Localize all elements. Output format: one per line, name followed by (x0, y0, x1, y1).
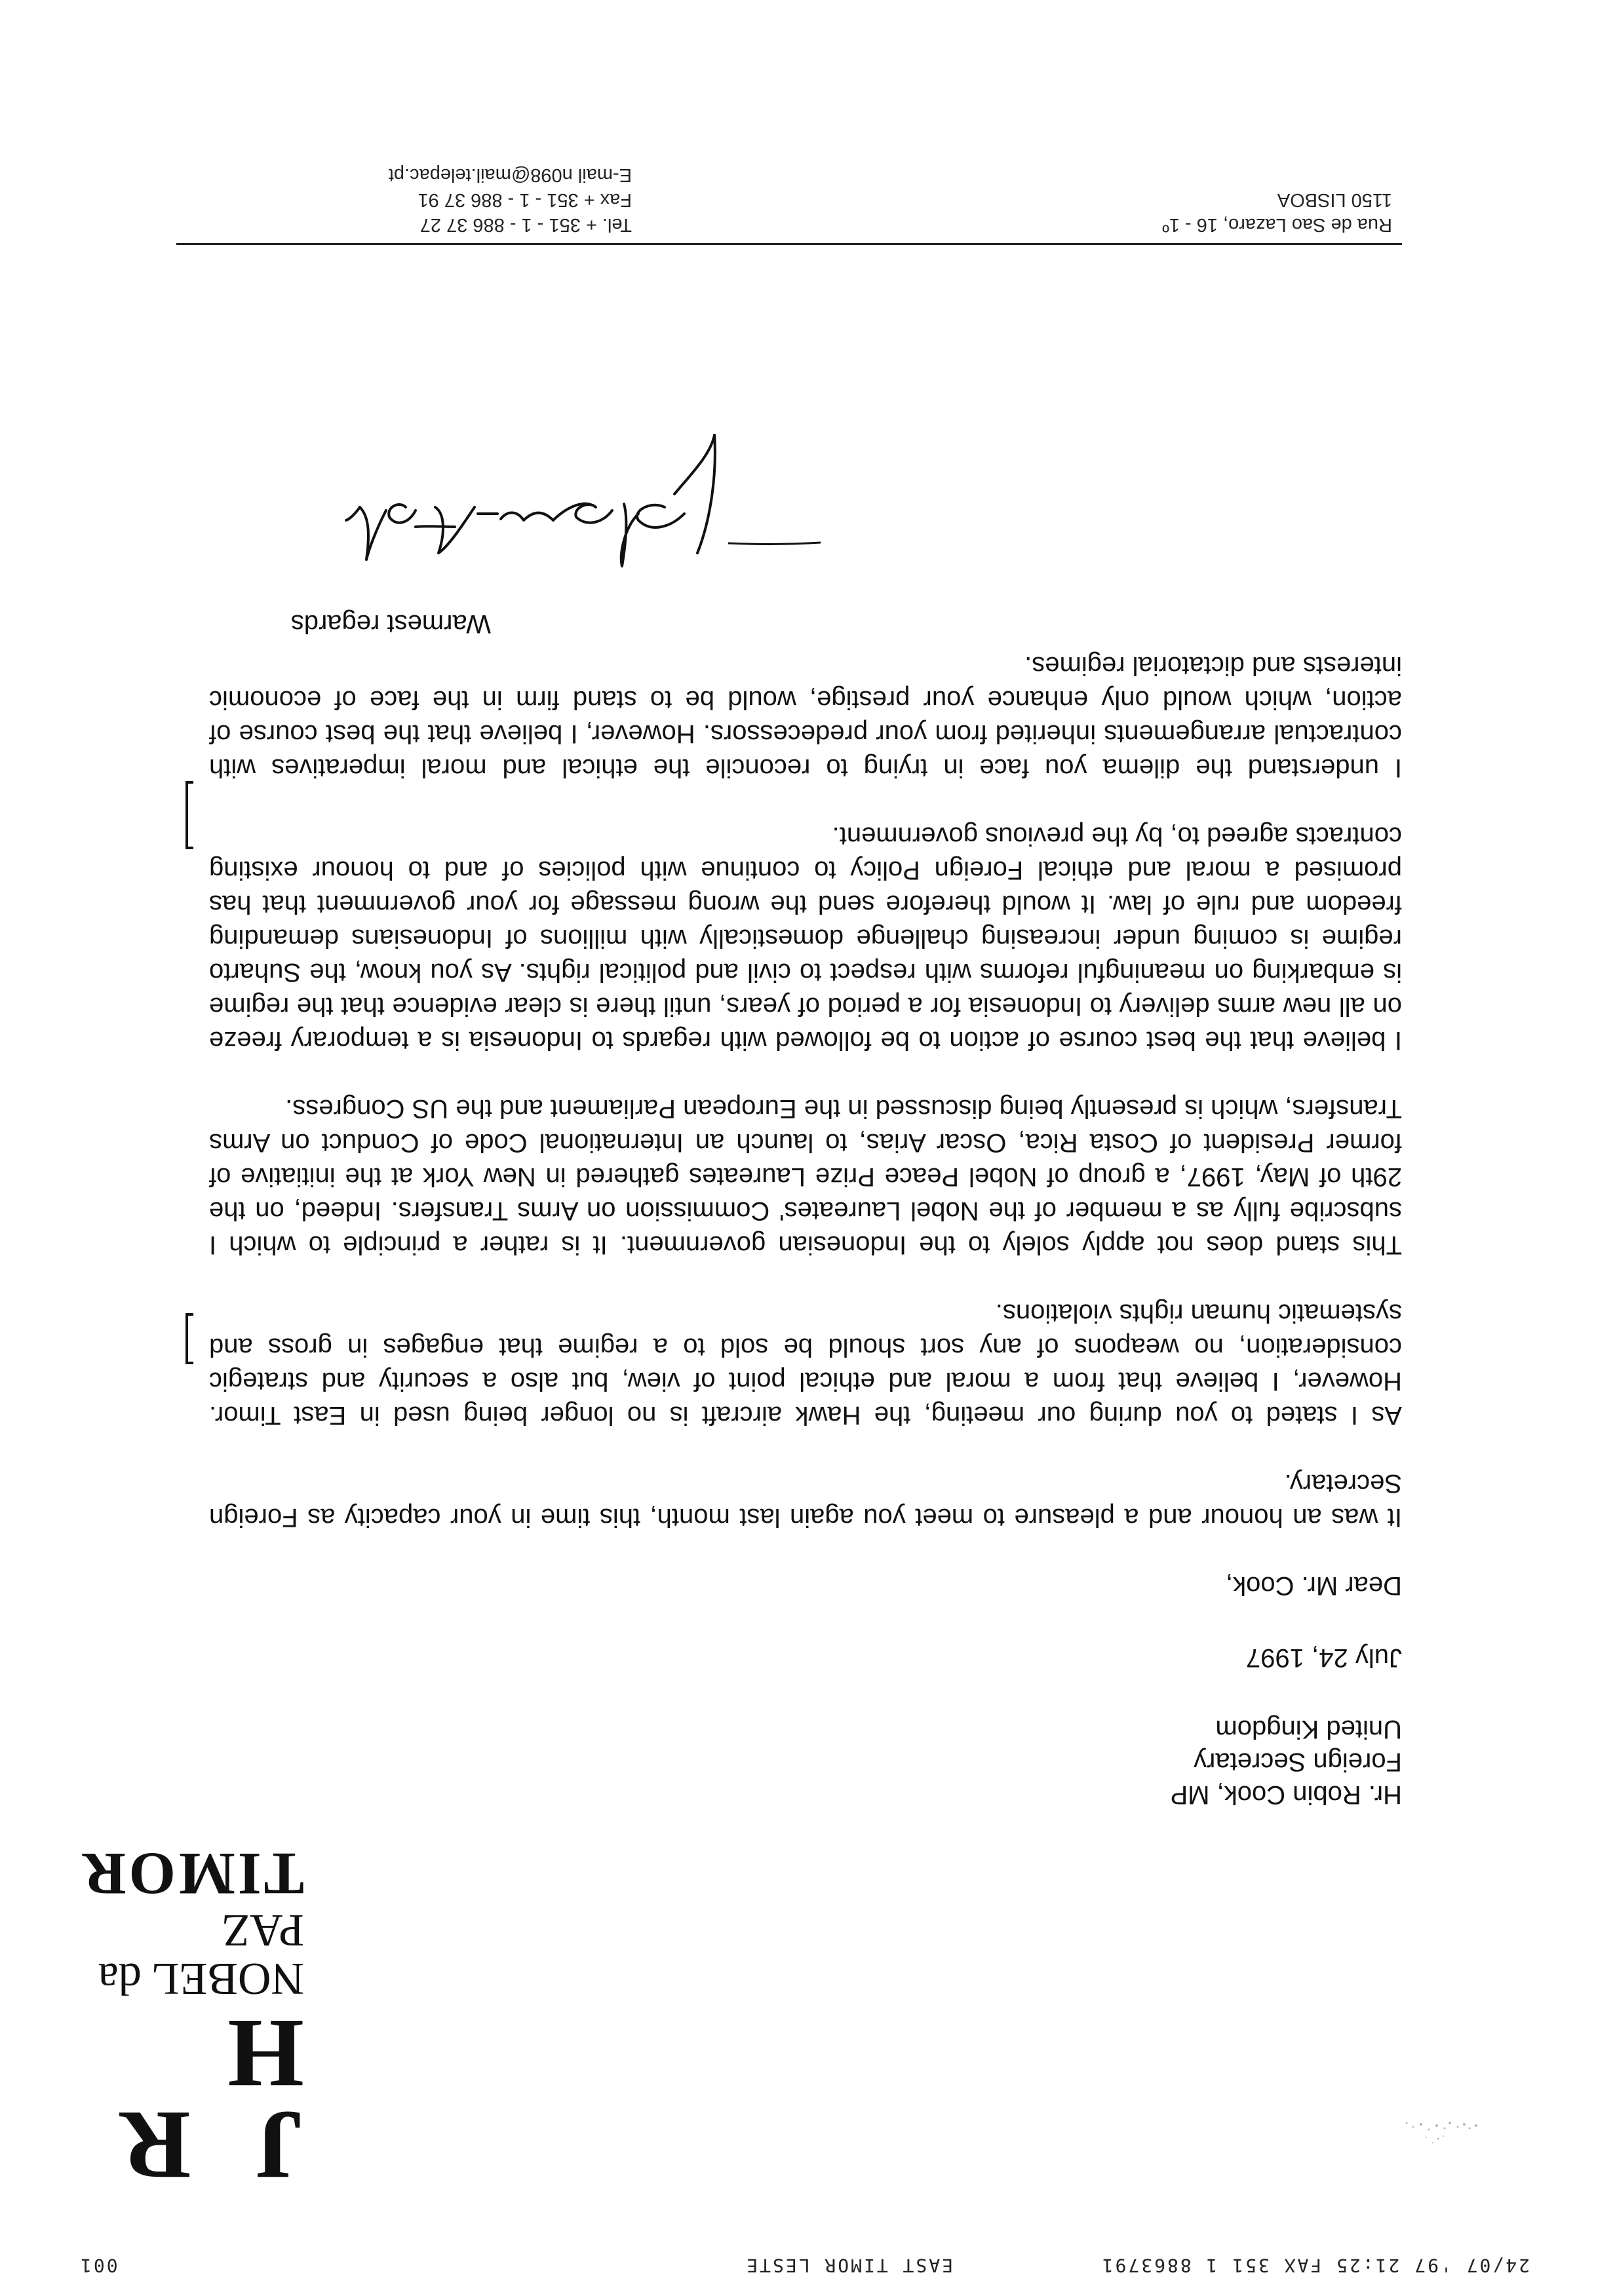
smudge-mark (1392, 2113, 1484, 2152)
letterhead-nobel: NOBEL da PAZ (98, 1905, 304, 2004)
addressee-block (209, 1713, 1402, 1811)
paragraph-5: I understand the dilema you face in trying to reconcile the ethical and moral imperatives with contractual arrangements inherited from your predecessors. However, I believe that the best course of action, which would only enhance your prestige, would be to stand firm in the face of economic interests and dictatorial regimes. (209, 651, 1402, 782)
letterhead-initials: J R H (100, 1999, 304, 2200)
paragraph-2 (209, 1296, 1402, 1432)
addressee-title: Foreign Secretary (1194, 1748, 1402, 1776)
footer-city: 1150 LISBOA (1277, 189, 1392, 210)
letterhead-timor: TIMOR (80, 1841, 304, 1907)
letterhead (29, 1841, 304, 2200)
salutation: Dear Mr. Cook, (1226, 1571, 1402, 1600)
footer-telephone: Tel. + 351 - 1 - 886 37 27 (419, 214, 632, 235)
footer-contact (389, 163, 632, 237)
signature-underline (727, 541, 822, 545)
footer-fax: Fax + 351 - 1 - 886 37 91 (418, 189, 632, 210)
paragraph-1: It was an honour and a pleasure to meet you again last month, this time in your capacity as Foreign Secretary. (209, 1469, 1402, 1532)
paragraph-2-text: As I stated to you during our meeting, the Hawk aircraft is no longer being used in East Timor. However, I believe that from a moral and ethical point of view, but also a security and strategic consideration, no weapons of any sort should be sold to a regime that engages in gross and systematic human rights violations. (209, 1299, 1402, 1430)
closing: Warmest regards (290, 609, 491, 638)
fax-header-page: 001 (79, 2255, 118, 2276)
footer-email: E-mail n098@mail.telepac.pt (388, 164, 632, 185)
fax-header-station: EAST TIMOR LESTE (745, 2255, 953, 2276)
paragraph-4-text: I believe that the best course of action to be followed with regards to Indonesia is a temporary freeze on all new arms delivery to Indonesia for a period of years, until there is clear evidence that the regime is embarking on meaningful reforms with respect to civil and political rights. As you know, the Suharto regime is coming under increasing challenge domestically with millions of Indonesians demanding freedom and rule of law. It would therefore send the wrong message for your government that has promised a moral and ethical Foreign Policy to continue with policies of and to honour existing contracts agreed to, by the previous government. (209, 822, 1402, 1055)
letter-date: July 24, 1997 (1246, 1643, 1402, 1672)
footer-address (1162, 187, 1392, 237)
fax-header-number: 24/07 '97 21:25 FAX 351 1 8863791 (1100, 2255, 1530, 2276)
addressee-name: Hr. Robin Cook, MP (1170, 1780, 1402, 1809)
margin-bracket-mark (185, 1313, 193, 1364)
addressee-country: United Kingdom (1215, 1715, 1402, 1744)
letter-body (209, 607, 1402, 1811)
footer-street: Rua de Sao Lazaro, 16 - 1º (1162, 214, 1392, 235)
paragraph-3: This stand does not apply solely to the Indonesian government. It is rather a principle to which I subscribe fully as a member of the Nobel Laureates' Commission on Arms Transfers. Indeed, on the 29th of May, 1997, a group of Nobel Peace Prize Laureates gathered in New York at the initiative of former President of Costa Rica, Oscar Arias, to launch an International Code of Conduct on Arms Transfers, which is presently being discussed in the European Parliament and the US Congress. (209, 1094, 1402, 1259)
footer-rule (176, 243, 1402, 245)
margin-bracket-mark (185, 781, 193, 849)
handwritten-signature (343, 422, 737, 573)
fax-header (79, 2250, 1530, 2276)
paragraph-4 (209, 819, 1402, 1058)
